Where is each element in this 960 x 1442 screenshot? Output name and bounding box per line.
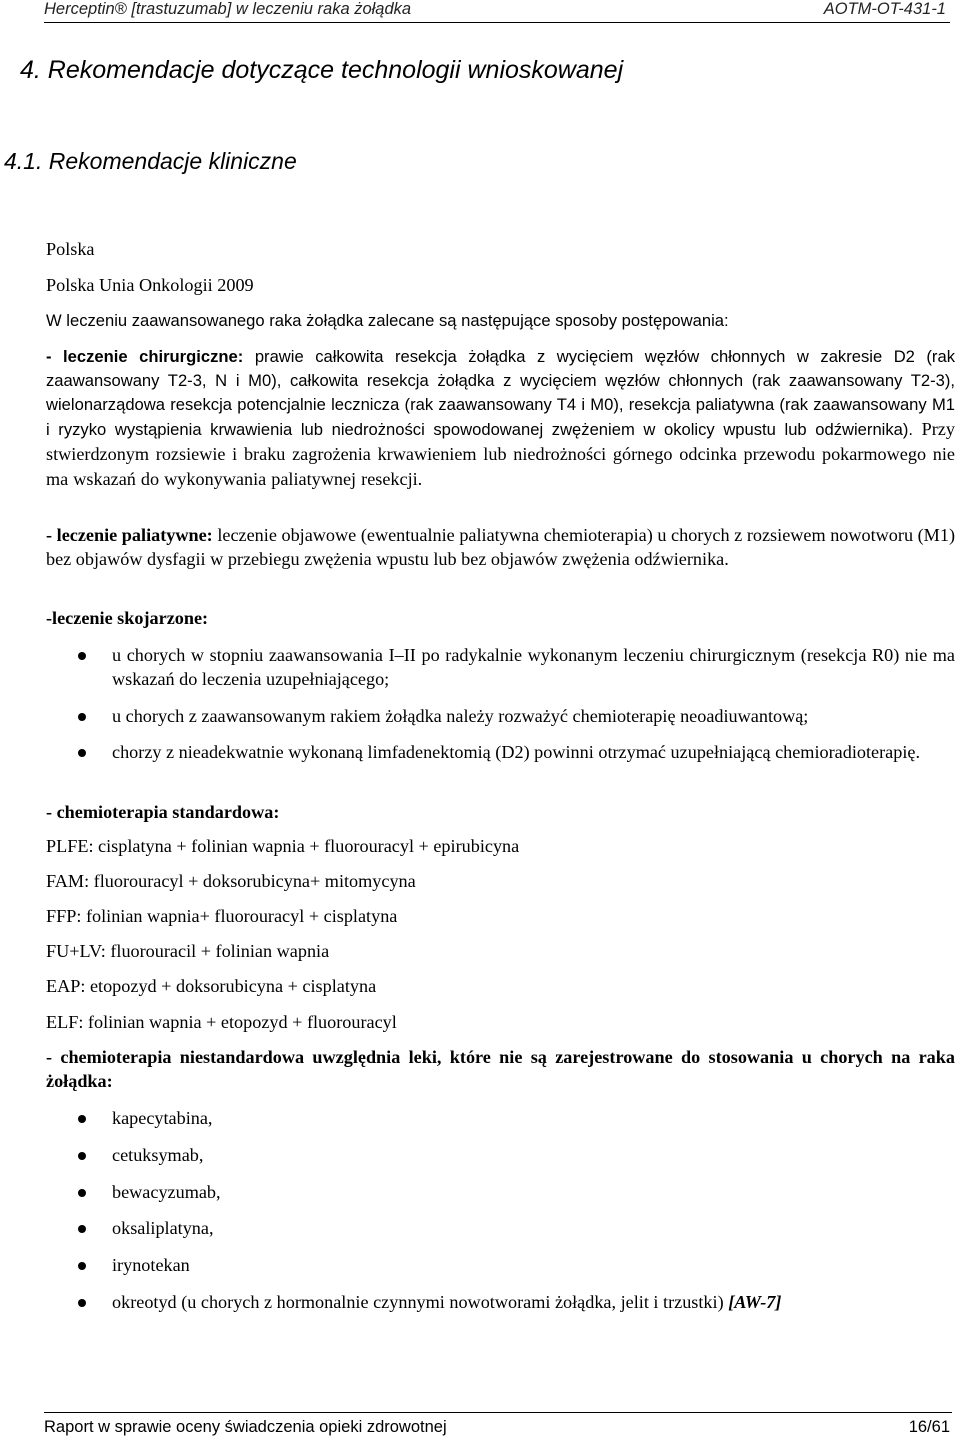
section-heading: 4. Rekomendacje dotyczące technologii wnioskowanej bbox=[20, 56, 624, 84]
surgical-label: - leczenie chirurgiczne: bbox=[46, 347, 244, 366]
list-item-text: chorzy z nieadekwatnie wykonaną limfadenektomią (D2) powinni otrzymać uzupełniającą chemioradioterapię. bbox=[112, 742, 920, 762]
subsection-heading: 4.1. Rekomendacje kliniczne bbox=[4, 148, 297, 174]
list-item-text: kapecytabina, bbox=[112, 1108, 213, 1128]
regimen-line: FAM: fluorouracyl + doksorubicyna+ mitomycyna bbox=[46, 871, 416, 891]
nonstandard-chemo-label-text: - chemioterapia niestandardowa uwzględnia leki, które nie są zarejestrowane do stosowania u chorych na raka żołądka: bbox=[46, 1047, 955, 1091]
country-label: Polska bbox=[46, 239, 95, 259]
surgical-rest: Przy stwierdzonym rozsiewie i braku zagrożenia krwawieniem lub niedrożności górnego odcinka przewodu pokarmowego nie ma wskazań do wykonywania paliatywnej resekcji. bbox=[46, 419, 955, 489]
intro-paragraph: W leczeniu zaawansowanego raka żołądka zalecane są następujące sposoby postępowania: bbox=[46, 311, 729, 330]
combined-label-text: -leczenie skojarzone: bbox=[46, 608, 209, 628]
bullet-icon bbox=[78, 652, 86, 660]
bullet-icon bbox=[78, 713, 86, 721]
list-item-text: cetuksymab, bbox=[112, 1145, 204, 1165]
regimen-line: FFP: folinian wapnia+ fluorouracyl + cisplatyna bbox=[46, 906, 398, 926]
header-divider bbox=[44, 22, 950, 23]
combined-label bbox=[46, 606, 955, 630]
list-item-text bbox=[112, 1290, 955, 1314]
header-title: Herceptin® [trastuzumab] w leczeniu raka żołądka bbox=[44, 0, 412, 18]
standard-chemo-label-text: - chemioterapia standardowa: bbox=[46, 802, 280, 822]
nonstandard-chemo-label bbox=[46, 1045, 955, 1093]
regimen-line: PLFE: cisplatyna + folinian wapnia + fluorouracyl + epirubicyna bbox=[46, 836, 520, 856]
palliative-text: leczenie objawowe (ewentualnie paliatywna chemioterapia) u chorych z rozsiewem nowotworu (M1) bez objawów dysfagii w przebiegu zwężenia wpustu lub bez objawów zwężenia odźwiernika. bbox=[46, 525, 956, 569]
bullet-icon bbox=[78, 1262, 86, 1270]
palliative-label: - leczenie paliatywne: bbox=[46, 525, 213, 545]
footer-report-title: Raport w sprawie oceny świadczenia opieki zdrowotnej bbox=[44, 1418, 447, 1436]
last-item-text: okreotyd (u chorych z hormonalnie czynnymi nowotworami żołądka, jelit i trzustki) bbox=[112, 1292, 724, 1312]
source-label: Polska Unia Onkologii 2009 bbox=[46, 275, 254, 295]
bullet-icon bbox=[78, 1225, 86, 1233]
list-item-text: irynotekan bbox=[112, 1255, 190, 1275]
list-item-text: u chorych w stopniu zaawansowania I–II po radykalnie wykonanym leczeniu chirurgicznym (resekcja R0) nie ma wskazań do leczenia uzupełniającego; bbox=[112, 645, 955, 689]
header-doc-id: AOTM-OT-431-1 bbox=[823, 0, 946, 18]
regimen-line: FU+LV: fluorouracil + folinian wapnia bbox=[46, 941, 330, 961]
reference-tag: [AW-7] bbox=[728, 1292, 782, 1312]
surgical-paragraph bbox=[46, 345, 955, 492]
list-item-text: oksaliplatyna, bbox=[112, 1218, 214, 1238]
surgical-text: prawie całkowita resekcja żołądka z wycięciem węzłów chłonnych w zakresie D2 (rak zaawansowany T2-3, N i M0), całkowita resekcja żołądka z wycięciem węzłów chłonnych (rak zaawansowany T2-3), wielonarządowa resekcja potencjalnie lecznicza (rak zaawansowany T4 i M0), resekcja paliatywna (rak zaawansowany M1 i ryzyko wystąpienia krwawienia lub niedrożności spowodowanej zwężeniem w okolicy wpustu lub odźwiernika). bbox=[46, 347, 955, 439]
bullet-icon bbox=[78, 1115, 86, 1123]
bullet-icon bbox=[78, 1189, 86, 1197]
palliative-paragraph bbox=[46, 523, 955, 571]
regimen-line: EAP: etopozyd + doksorubicyna + cisplatyna bbox=[46, 976, 377, 996]
list-item-text: bewacyzumab, bbox=[112, 1182, 221, 1202]
regimen-line: ELF: folinian wapnia + etopozyd + fluorouracyl bbox=[46, 1012, 397, 1032]
bullet-icon bbox=[78, 1299, 86, 1307]
footer-divider bbox=[44, 1412, 952, 1413]
standard-chemo-label bbox=[46, 800, 955, 824]
page-number: 16/61 bbox=[908, 1418, 950, 1436]
bullet-icon bbox=[78, 1152, 86, 1160]
bullet-icon bbox=[78, 749, 86, 757]
list-item-text: u chorych z zaawansowanym rakiem żołądka należy rozważyć chemioterapię neoadiuwantową; bbox=[112, 706, 809, 726]
